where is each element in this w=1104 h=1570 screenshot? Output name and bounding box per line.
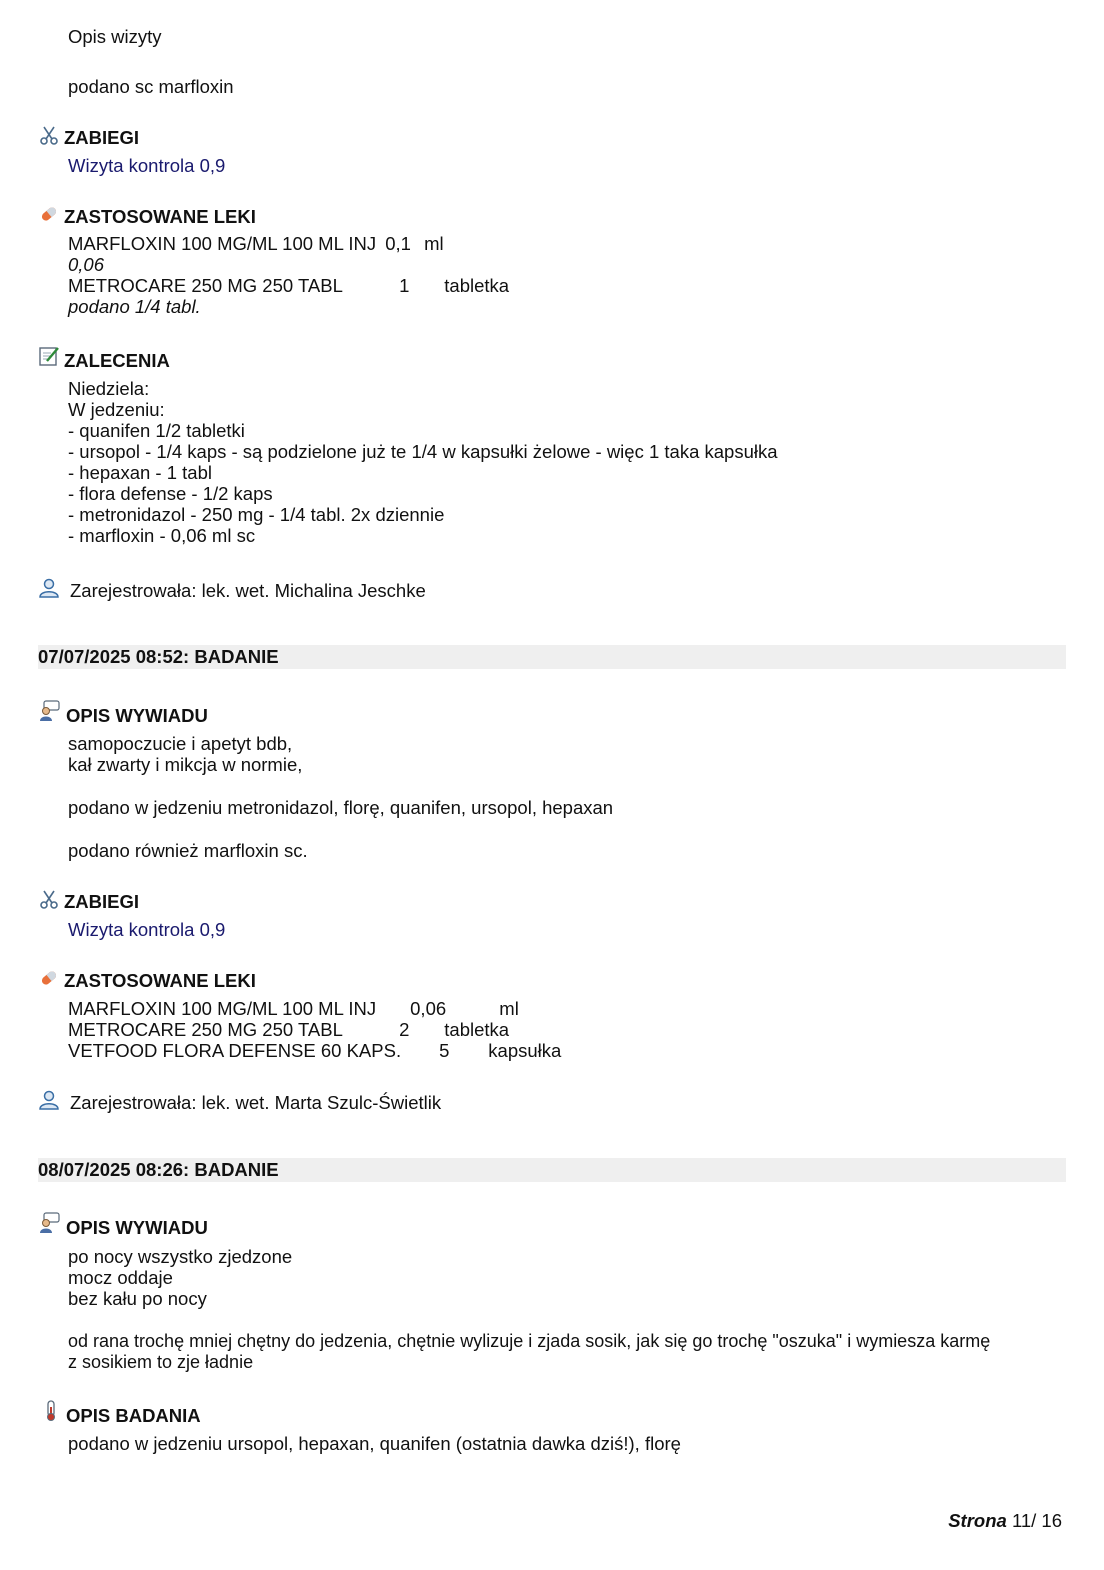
medication-unit: ml: [424, 233, 444, 254]
procedure-item[interactable]: Wizyta kontrola 0,9: [68, 155, 226, 176]
recommendation-line: - quanifen 1/2 tabletki: [68, 420, 245, 441]
visit-header: [38, 645, 1066, 669]
page-count: 11/ 16: [1011, 1510, 1062, 1531]
registered-by: Zarejestrowała: lek. wet. Michalina Jeschke: [70, 580, 426, 601]
interview-icon: [38, 1212, 60, 1234]
interview-line: od rana trochę mniej chętny do jedzenia, chętnie wylizuje i zjada sosik, jak się go trochę "oszuka" i wymiesza karmę: [68, 1331, 991, 1351]
interview-line: kał zwarty i mikcja w normie,: [68, 754, 303, 775]
recommendation-line: - hepaxan - 1 tabl: [68, 462, 212, 483]
section-title-zalecenia: ZALECENIA: [64, 350, 170, 371]
recommendation-line: - ursopol - 1/4 kaps - są podzielone już te 1/4 w kapsułki żelowe - więc 1 taka kapsułka: [68, 441, 778, 462]
user-icon: [38, 1089, 60, 1111]
medication-note: 0,06: [68, 254, 105, 275]
interview-paragraph: podano w jedzeniu metronidazol, florę, quanifen, ursopol, hepaxan: [68, 797, 614, 818]
medication-unit: tabletka: [444, 1019, 510, 1040]
pill-icon: [38, 967, 60, 989]
interview-text: [68, 733, 302, 775]
interview-paragraph: [68, 1331, 990, 1373]
procedure-item[interactable]: Wizyta kontrola 0,9: [68, 919, 226, 940]
medication-unit: ml: [499, 998, 519, 1019]
visit-header: [38, 1158, 1066, 1182]
medication-row: [68, 998, 561, 1019]
medication-qty: 2: [399, 1019, 410, 1040]
pill-icon: [38, 203, 60, 225]
recommendation-line: - metronidazol - 250 mg - 1/4 tabl. 2x dziennie: [68, 504, 445, 525]
scissors-icon: [38, 888, 60, 910]
page-label: Strona: [948, 1510, 1007, 1531]
medication-qty: 5: [439, 1040, 450, 1061]
medication-note: podano 1/4 tabl.: [68, 296, 201, 317]
medication-name: METROCARE 250 MG 250 TABL: [68, 275, 343, 296]
interview-text: [68, 1246, 292, 1309]
interview-line: mocz oddaje: [68, 1267, 173, 1288]
medication-qty: 1: [399, 275, 410, 296]
recommendation-line: - marfloxin - 0,06 ml sc: [68, 525, 256, 546]
visit-description-text: podano sc marfloxin: [68, 76, 234, 97]
section-title-leki: ZASTOSOWANE LEKI: [64, 206, 256, 227]
medication-name: METROCARE 250 MG 250 TABL: [68, 1019, 343, 1040]
interview-line: bez kału po nocy: [68, 1288, 207, 1309]
section-title-wywiad: OPIS WYWIADU: [66, 705, 208, 726]
interview-line: po nocy wszystko zjedzone: [68, 1246, 293, 1267]
visit-description-label: Opis wizyty: [68, 26, 162, 47]
section-title-badanie: OPIS BADANIA: [66, 1405, 201, 1426]
medication-name: VETFOOD FLORA DEFENSE 60 KAPS.: [68, 1040, 402, 1061]
thermometer-icon: [40, 1400, 62, 1422]
registered-by: Zarejestrowała: lek. wet. Marta Szulc-Świetlik: [70, 1092, 442, 1113]
interview-paragraph: podano również marfloxin sc.: [68, 840, 308, 861]
examination-text: podano w jedzeniu ursopol, hepaxan, quanifen (ostatnia dawka dziś!), florę: [68, 1433, 681, 1454]
medication-name: MARFLOXIN 100 MG/ML 100 ML INJ: [68, 233, 377, 254]
interview-icon: [38, 700, 60, 722]
medication-qty: 0,1: [385, 233, 411, 254]
section-title-zabiegi: ZABIEGI: [64, 127, 140, 148]
medication-list: [68, 233, 509, 317]
visit-header-text: 08/07/2025 08:26: BADANIE: [38, 1159, 279, 1180]
section-title-zabiegi: ZABIEGI: [64, 891, 140, 912]
medication-list: [68, 998, 561, 1061]
medication-row: [68, 275, 509, 296]
medication-qty: 0,06: [410, 998, 447, 1019]
section-title-wywiad: OPIS WYWIADU: [66, 1217, 208, 1238]
medication-row: [68, 1040, 561, 1061]
visit-header-text: 07/07/2025 08:52: BADANIE: [38, 646, 279, 667]
recommendations-list: [68, 378, 778, 546]
medication-unit: tabletka: [444, 275, 510, 296]
edit-note-icon: [38, 345, 60, 367]
recommendation-line: - flora defense - 1/2 kaps: [68, 483, 273, 504]
medication-name: MARFLOXIN 100 MG/ML 100 ML INJ: [68, 998, 377, 1019]
recommendation-line: W jedzeniu:: [68, 399, 165, 420]
scissors-icon: [38, 124, 60, 146]
medication-unit: kapsułka: [488, 1040, 562, 1061]
page-number: [948, 1510, 1062, 1532]
recommendation-line: Niedziela:: [68, 378, 150, 399]
interview-line: samopoczucie i apetyt bdb,: [68, 733, 293, 754]
section-title-leki: ZASTOSOWANE LEKI: [64, 970, 256, 991]
medication-row: [68, 1019, 561, 1040]
user-icon: [38, 577, 60, 599]
medication-row: [68, 233, 509, 254]
interview-line: z sosikiem to zje ładnie: [68, 1352, 254, 1372]
